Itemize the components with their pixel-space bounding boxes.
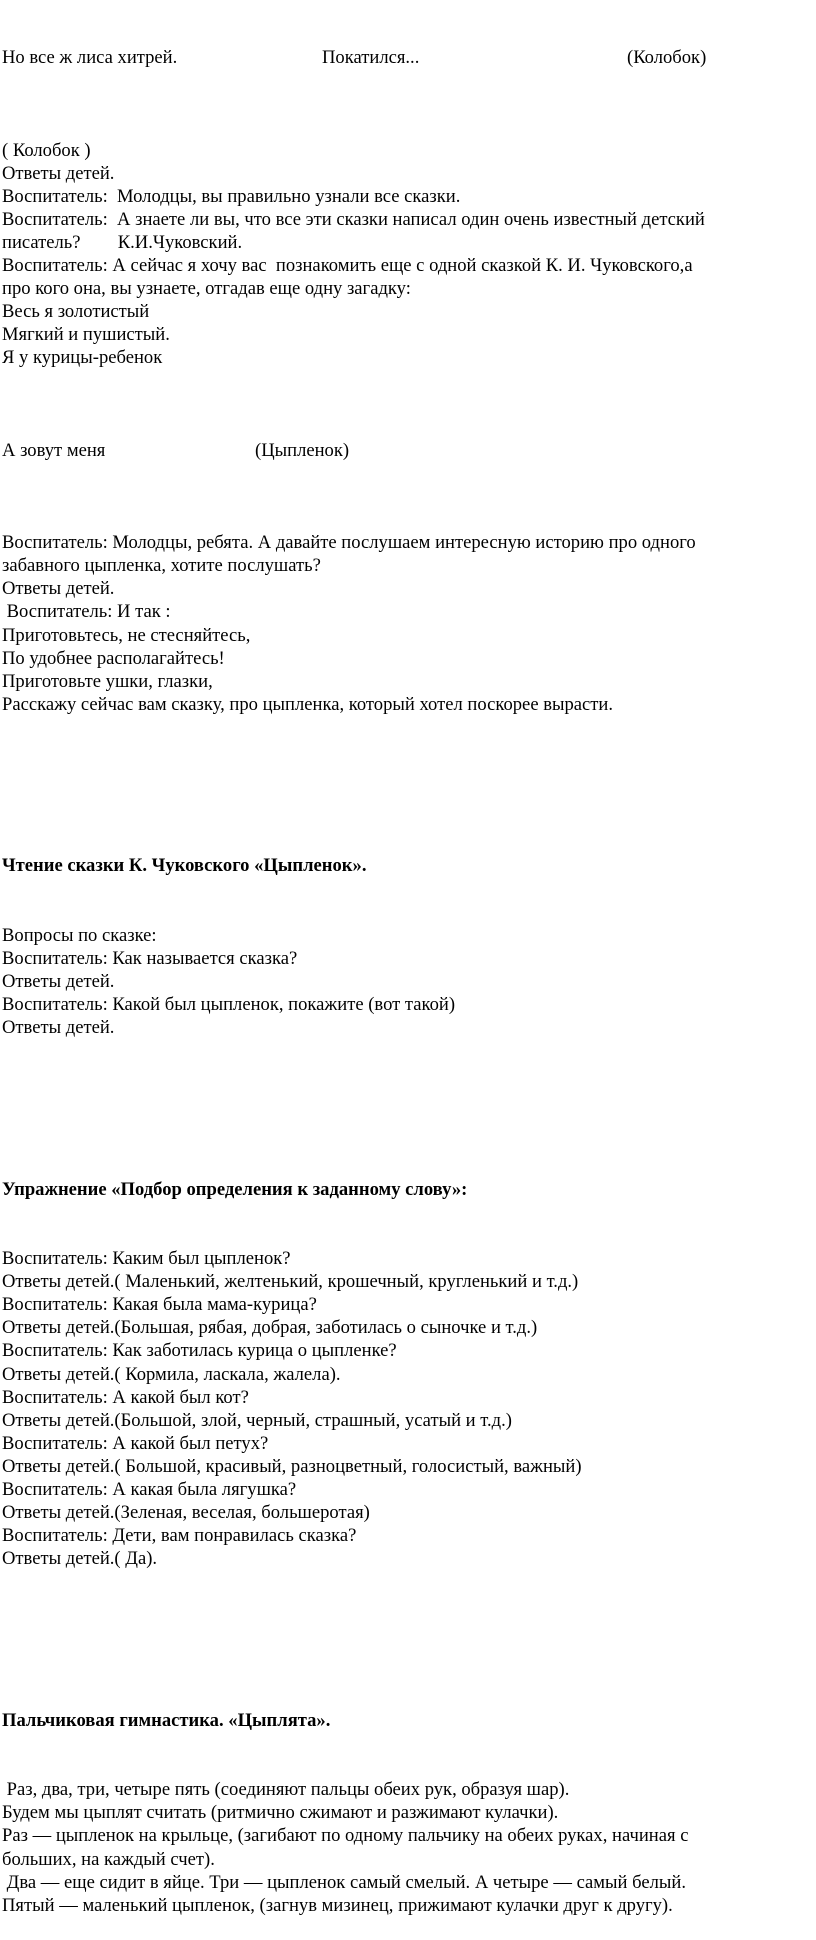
story-intro-line: Воспитатель: И так : <box>2 601 171 623</box>
reading-heading: Чтение сказки К. Чуковского «Цыпленок». <box>2 855 367 877</box>
header-right-text: (Колобок) <box>627 47 707 69</box>
intro-line: Мягкий и пушистый. <box>2 324 170 346</box>
intro-block <box>2 139 816 370</box>
exercise-dialogue <box>2 1247 816 1570</box>
exercise-line: Воспитатель: Какая была мама-курица? <box>2 1294 317 1316</box>
intro-line: Воспитатель: А сейчас я хочу вас познакомить еще с одной сказкой К. И. Чуковского,а <box>2 255 693 277</box>
intro-line: про кого она, вы узнаете, отгадав еще одну загадку: <box>2 278 411 300</box>
gymnastics-text <box>2 1778 816 1917</box>
exercise-line: Ответы детей.(Зеленая, веселая, большеротая) <box>2 1502 370 1524</box>
story-intro-line: Приготовьте ушки, глазки, <box>2 670 213 692</box>
story-intro-line: По удобнее располагайтесь! <box>2 647 225 669</box>
story-intro-line: Ответы детей. <box>2 578 115 600</box>
header-left-text: Но все ж лиса хитрей. <box>2 47 178 69</box>
exercise-line: Ответы детей.( Большой, красивый, разноцветный, голосистый, важный) <box>2 1455 582 1477</box>
story-intro-line: Расскажу сейчас вам сказку, про цыпленка, который хотел поскорее вырасти. <box>2 693 614 715</box>
reading-line: Воспитатель: Как называется сказка? <box>2 947 298 969</box>
story-intro-line: забавного цыпленка, хотите послушать? <box>2 555 321 577</box>
reading-questions <box>2 924 816 1039</box>
exercise-heading: Упражнение «Подбор определения к заданному слову»: <box>2 1178 468 1200</box>
gymnastics-line: Два — еще сидит в яйце. Три — цыпленок самый смелый. А четыре — самый белый. <box>2 1871 686 1893</box>
intro-line: писатель? К.И.Чуковский. <box>2 231 243 253</box>
intro-line: Воспитатель: Молодцы, вы правильно узнали все сказки. <box>2 185 461 207</box>
reading-line: Вопросы по сказке: <box>2 924 157 946</box>
exercise-line: Воспитатель: А какая была лягушка? <box>2 1479 297 1500</box>
exercise-line: Ответы детей.( Да). <box>2 1548 158 1570</box>
intro-line: Весь я золотистый <box>2 301 150 323</box>
story-intro-block <box>2 531 816 716</box>
gymnastics-line: Раз, два, три, четыре пять (соединяют пальцы обеих рук, образуя шар). <box>2 1779 570 1801</box>
spacer <box>2 1109 816 1132</box>
exercise-line: Воспитатель: Каким был цыпленок? <box>2 1248 291 1270</box>
reading-line: Ответы детей. <box>2 1017 115 1039</box>
gymnastics-line: Раз — цыпленок на крыльце, (загибают по одному пальчику на обеих руках, начиная с <box>2 1825 689 1847</box>
exercise-line: Воспитатель: А какой был кот? <box>2 1386 249 1408</box>
spacer <box>2 1640 816 1663</box>
reading-line: Ответы детей. <box>2 970 115 992</box>
intro-line: Ответы детей. <box>2 162 115 184</box>
exercise-line: Ответы детей.( Маленький, желтенький, крошечный, кругленький и т.д.) <box>2 1271 579 1293</box>
exercise-line: Воспитатель: А какой был петух? <box>2 1432 269 1454</box>
riddle-answer-line <box>2 439 816 462</box>
gymnastics-line: Будем мы цыплят считать (ритмично сжимают и разжимают кулачки). <box>2 1802 559 1824</box>
exercise-line: Ответы детей.(Большая, рябая, добрая, заботилась о сыночке и т.д.) <box>2 1317 538 1339</box>
intro-line: Воспитатель: А знаете ли вы, что все эти сказки написал один очень известный детский <box>2 208 705 230</box>
story-intro-line: Воспитатель: Молодцы, ребята. А давайте послушаем интересную историю про одного <box>2 532 696 554</box>
gymnastics-line: больших, на каждый счет). <box>2 1848 215 1870</box>
exercise-line: Ответы детей.(Большой, злой, черный, страшный, усатый и т.д.) <box>2 1409 512 1431</box>
exercise-line: Ответы детей.( Кормила, ласкала, жалела). <box>2 1363 341 1385</box>
gymnastics-line: Пятый — маленький цыпленок, (загнув мизинец, прижимают кулачки друг к другу). <box>2 1894 673 1916</box>
gymnastics-heading: Пальчиковая гимнастика. «Цыплята». <box>2 1709 331 1731</box>
riddle-prompt-text: А зовут меня <box>2 439 106 461</box>
riddle-answer-text: (Цыпленок) <box>255 439 350 461</box>
header-line <box>2 46 816 69</box>
intro-line: ( Колобок ) <box>2 139 91 161</box>
exercise-line: Воспитатель: Как заботилась курица о цыпленке? <box>2 1340 397 1362</box>
exercise-line: Воспитатель: Дети, вам понравилась сказка? <box>2 1525 357 1547</box>
spacer <box>2 785 816 808</box>
reading-line: Воспитатель: Какой был цыпленок, покажите (вот такой) <box>2 994 456 1016</box>
story-intro-line: Приготовьтесь, не стесняйтесь, <box>2 624 251 646</box>
header-middle-text: Покатился... <box>322 47 420 69</box>
intro-line: Я у курицы-ребенок <box>2 347 163 369</box>
